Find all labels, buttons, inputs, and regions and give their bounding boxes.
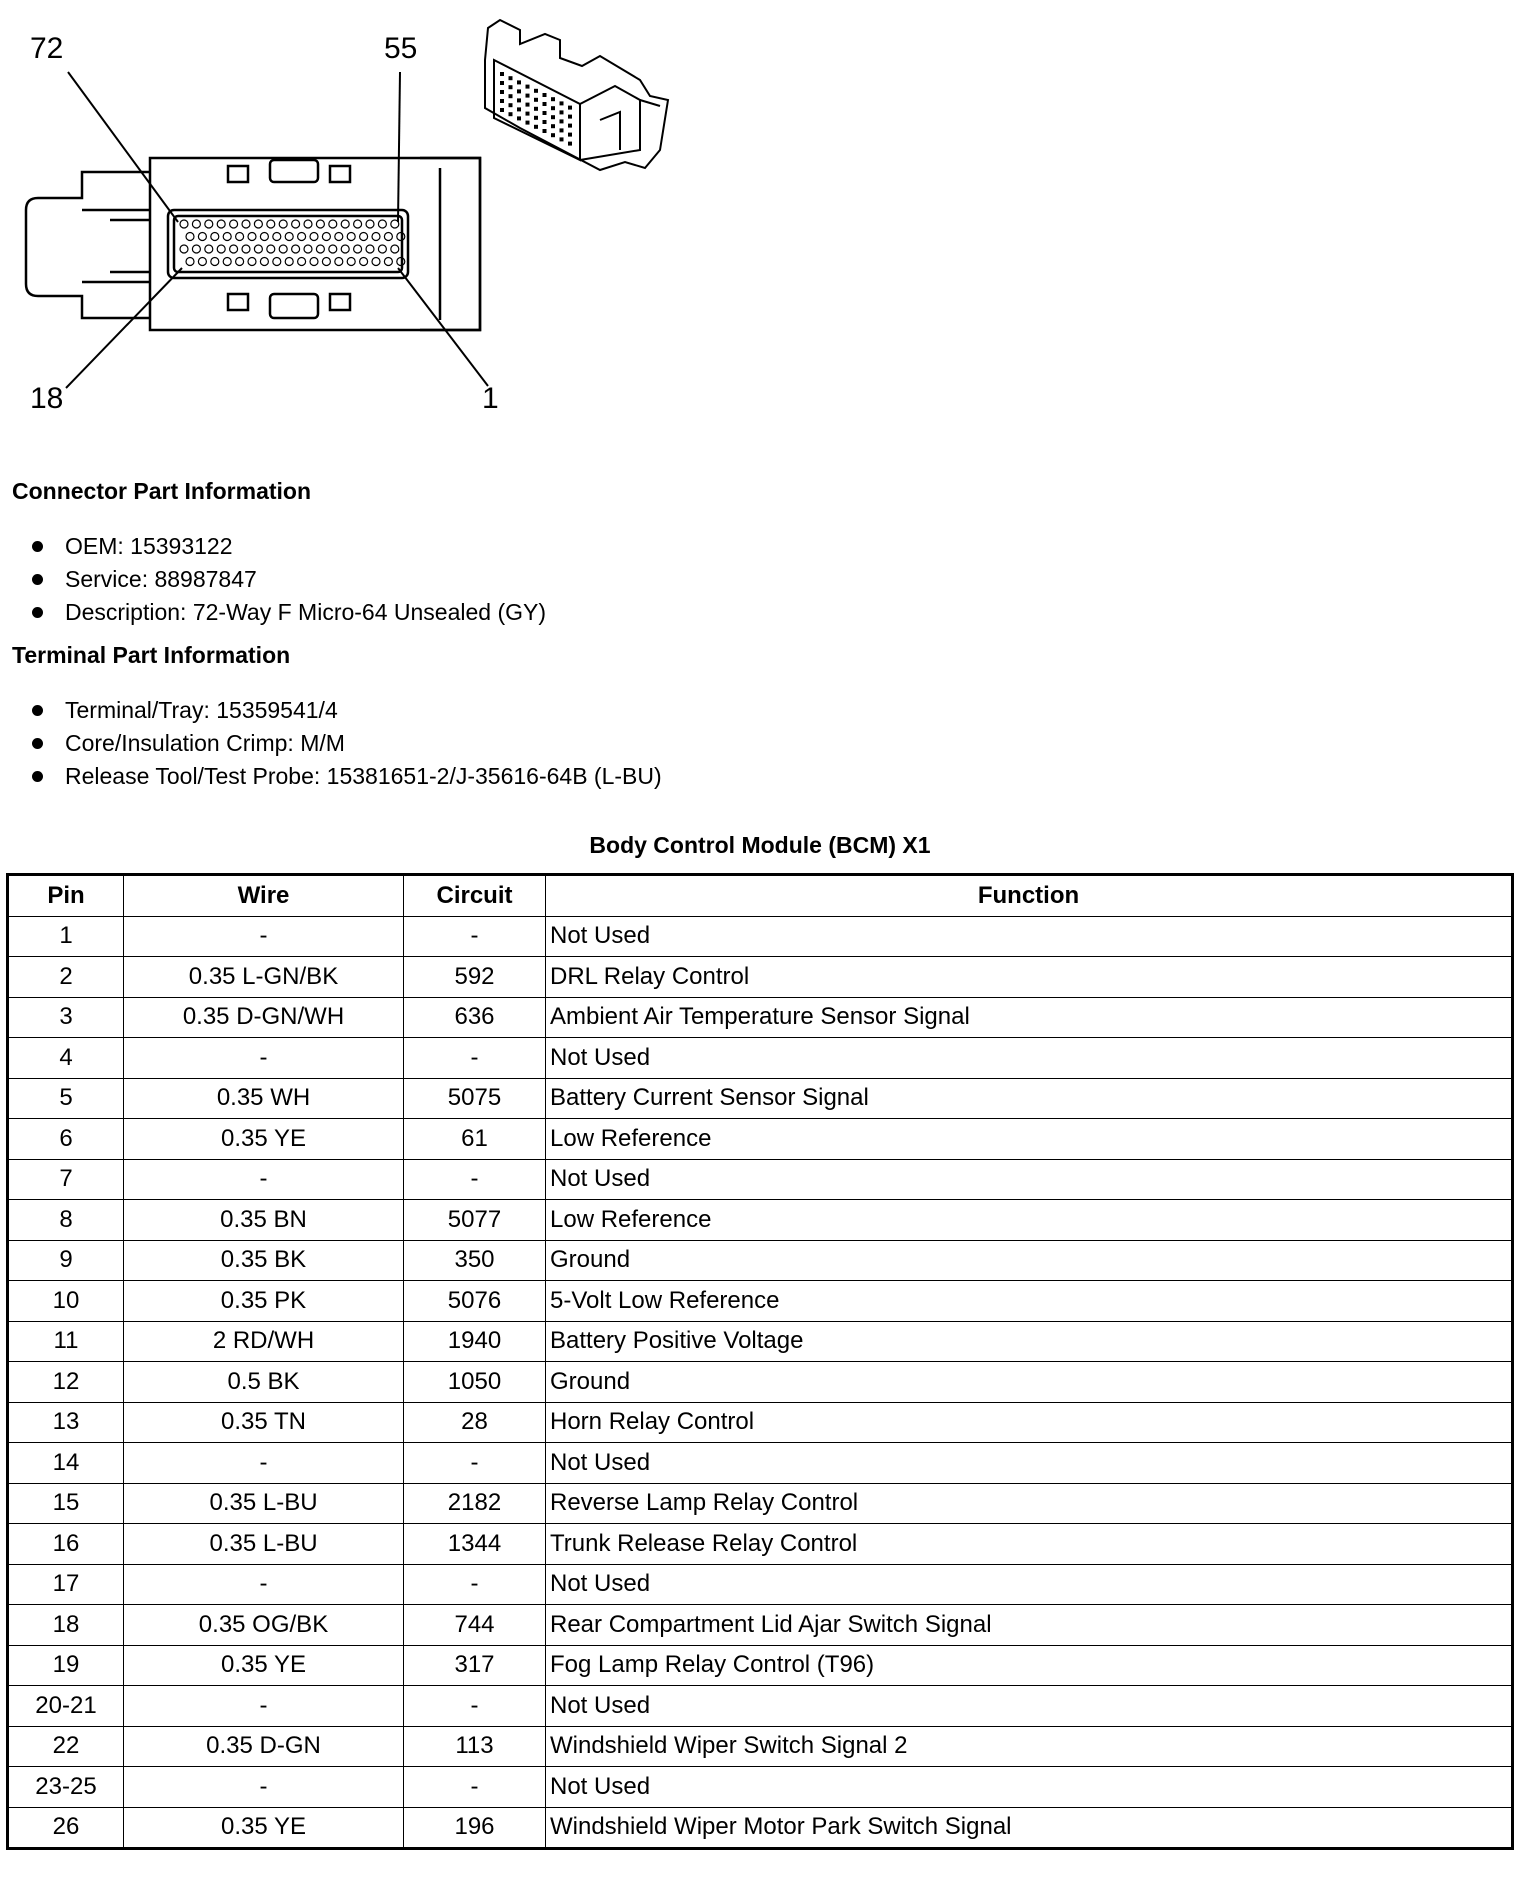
iso-pin-hole: [568, 115, 572, 119]
circuit-cell: -: [404, 916, 546, 957]
table-row: [8, 1564, 1513, 1605]
function-cell: Ground: [546, 1240, 1513, 1281]
pin-hole: [260, 258, 268, 266]
function-cell: Fog Lamp Relay Control (T96): [546, 1645, 1513, 1686]
pin-cell: 23-25: [8, 1767, 124, 1808]
pin-cell: 12: [8, 1362, 124, 1403]
pinout-table: [6, 873, 1514, 1850]
pin-cell: 11: [8, 1321, 124, 1362]
wire-cell: 0.35 YE: [124, 1807, 404, 1849]
pin-hole: [304, 245, 312, 253]
function-cell: Low Reference: [546, 1119, 1513, 1160]
circuit-cell: 61: [404, 1119, 546, 1160]
pin-hole: [236, 233, 244, 241]
iso-pin-hole: [551, 133, 555, 137]
function-cell: 5-Volt Low Reference: [546, 1281, 1513, 1322]
pin-hole: [192, 245, 200, 253]
table-row: [8, 1524, 1513, 1565]
list-item: [28, 727, 662, 760]
pin-hole: [267, 220, 275, 228]
list-item: [28, 563, 546, 596]
iso-pin-hole: [543, 129, 547, 133]
table-title: Body Control Module (BCM) X1: [589, 832, 931, 858]
header-pin: Pin: [8, 875, 124, 917]
pin-hole: [298, 233, 306, 241]
circuit-cell: -: [404, 1686, 546, 1727]
pin-hole: [198, 233, 206, 241]
circuit-cell: 636: [404, 997, 546, 1038]
iso-pin-hole: [534, 116, 538, 120]
iso-pin-hole: [560, 101, 564, 105]
iso-pin-hole: [517, 89, 521, 93]
circuit-cell: -: [404, 1038, 546, 1079]
pin-hole: [360, 258, 368, 266]
connector-info-title: Connector Part Information: [12, 478, 312, 504]
iso-pin-hole: [543, 111, 547, 115]
wire-cell: 0.35 YE: [124, 1645, 404, 1686]
pin-hole: [267, 245, 275, 253]
pin-hole: [329, 220, 337, 228]
iso-pin-hole: [560, 119, 564, 123]
iso-pin-hole: [526, 121, 530, 125]
iso-pin-hole: [517, 107, 521, 111]
iso-pin-hole: [534, 107, 538, 111]
iso-pin-hole: [517, 98, 521, 102]
pin-hole: [223, 258, 231, 266]
pin-cell: 4: [8, 1038, 124, 1079]
table-row: [8, 1159, 1513, 1200]
pin-cell: 20-21: [8, 1686, 124, 1727]
iso-pin-hole: [534, 89, 538, 93]
pin-cell: 5: [8, 1078, 124, 1119]
function-cell: Not Used: [546, 1564, 1513, 1605]
pin-hole: [366, 245, 374, 253]
function-cell: DRL Relay Control: [546, 957, 1513, 998]
pin-hole: [230, 220, 238, 228]
wire-cell: 0.35 D-GN: [124, 1726, 404, 1767]
pin-cell: 18: [8, 1605, 124, 1646]
pin-hole: [260, 233, 268, 241]
pin-label-55: 55: [384, 32, 418, 65]
pin-hole: [242, 220, 250, 228]
pin-hole: [310, 233, 318, 241]
connector-description: Description: 72-Way F Micro-64 Unsealed (GY): [65, 599, 547, 625]
pin-hole: [186, 233, 194, 241]
bullet-icon: [32, 738, 43, 749]
wire-cell: -: [124, 916, 404, 957]
pin-hole: [279, 220, 287, 228]
table-row: [8, 1038, 1513, 1079]
list-item: [28, 596, 546, 629]
pin-hole: [254, 245, 262, 253]
pin-hole: [223, 233, 231, 241]
pin-hole: [347, 258, 355, 266]
iso-pin-hole: [500, 81, 504, 85]
wire-cell: -: [124, 1767, 404, 1808]
wire-cell: 0.35 L-BU: [124, 1483, 404, 1524]
wire-cell: 0.35 D-GN/WH: [124, 997, 404, 1038]
pin-holes: [180, 220, 405, 266]
table-row: [8, 1807, 1513, 1849]
pin-hole: [316, 220, 324, 228]
pin-hole: [372, 233, 380, 241]
list-item: [28, 530, 546, 563]
pin-hole: [354, 245, 362, 253]
iso-pin-hole: [560, 128, 564, 132]
circuit-cell: 2182: [404, 1483, 546, 1524]
pin-label-18: 18: [30, 382, 64, 415]
iso-pin-hole: [560, 137, 564, 141]
iso-pin-hole: [551, 97, 555, 101]
function-cell: Horn Relay Control: [546, 1402, 1513, 1443]
terminal-tray: Terminal/Tray: 15359541/4: [65, 697, 338, 723]
pin-cell: 13: [8, 1402, 124, 1443]
function-cell: Windshield Wiper Motor Park Switch Signal: [546, 1807, 1513, 1849]
wire-cell: 0.35 L-GN/BK: [124, 957, 404, 998]
bullet-icon: [32, 771, 43, 782]
table-row: [8, 1483, 1513, 1524]
pin-hole: [298, 258, 306, 266]
pin-hole: [192, 220, 200, 228]
pin-cell: 10: [8, 1281, 124, 1322]
pin-hole: [273, 258, 281, 266]
isometric-pin-grid: [500, 72, 572, 146]
iso-pin-hole: [500, 99, 504, 103]
pin-cell: 8: [8, 1200, 124, 1241]
wire-cell: -: [124, 1443, 404, 1484]
circuit-cell: 1050: [404, 1362, 546, 1403]
pin-hole: [384, 258, 392, 266]
pin-hole: [372, 258, 380, 266]
table-row: [8, 1726, 1513, 1767]
list-item: [28, 760, 662, 793]
pin-cell: 7: [8, 1159, 124, 1200]
pin-hole: [254, 220, 262, 228]
pin-hole: [205, 220, 213, 228]
wire-cell: 0.35 L-BU: [124, 1524, 404, 1565]
pin-hole: [310, 258, 318, 266]
list-item: [28, 694, 662, 727]
iso-pin-hole: [526, 94, 530, 98]
iso-pin-hole: [526, 85, 530, 89]
pin-hole: [316, 245, 324, 253]
iso-pin-hole: [509, 76, 513, 80]
iso-pin-hole: [568, 124, 572, 128]
pin-hole: [217, 220, 225, 228]
table-row: [8, 1119, 1513, 1160]
function-cell: Not Used: [546, 1767, 1513, 1808]
table-row: [8, 916, 1513, 957]
table-row: [8, 1321, 1513, 1362]
function-cell: Ground: [546, 1362, 1513, 1403]
table-row: [8, 997, 1513, 1038]
iso-pin-hole: [500, 72, 504, 76]
circuit-cell: 317: [404, 1645, 546, 1686]
pin-hole: [186, 258, 194, 266]
function-cell: Not Used: [546, 1686, 1513, 1727]
pin-hole: [217, 245, 225, 253]
function-cell: Rear Compartment Lid Ajar Switch Signal: [546, 1605, 1513, 1646]
function-cell: Not Used: [546, 1443, 1513, 1484]
pin-hole: [322, 233, 330, 241]
function-cell: Low Reference: [546, 1200, 1513, 1241]
pin-cell: 22: [8, 1726, 124, 1767]
wire-cell: 0.35 BK: [124, 1240, 404, 1281]
iso-pin-hole: [509, 112, 513, 116]
pin-cell: 9: [8, 1240, 124, 1281]
iso-pin-hole: [551, 115, 555, 119]
pin-hole: [292, 220, 300, 228]
connector-face-drawing: [0, 0, 720, 440]
table-row: [8, 1645, 1513, 1686]
table-row: [8, 1402, 1513, 1443]
function-cell: Reverse Lamp Relay Control: [546, 1483, 1513, 1524]
pin-hole: [236, 258, 244, 266]
iso-pin-hole: [551, 124, 555, 128]
table-row: [8, 1240, 1513, 1281]
header-circuit: Circuit: [404, 875, 546, 917]
header-function: Function: [546, 875, 1513, 917]
circuit-cell: -: [404, 1159, 546, 1200]
pin-hole: [341, 220, 349, 228]
terminal-info-title: Terminal Part Information: [12, 642, 291, 668]
wire-cell: 0.35 BN: [124, 1200, 404, 1241]
pin-hole: [285, 258, 293, 266]
wire-cell: -: [124, 1564, 404, 1605]
connector-service: Service: 88987847: [65, 566, 257, 592]
circuit-cell: 1940: [404, 1321, 546, 1362]
bullet-icon: [32, 607, 43, 618]
table-row: [8, 1281, 1513, 1322]
function-cell: Not Used: [546, 916, 1513, 957]
table-row: [8, 1362, 1513, 1403]
pin-cell: 17: [8, 1564, 124, 1605]
pin-cell: 19: [8, 1645, 124, 1686]
wire-cell: 0.35 YE: [124, 1119, 404, 1160]
terminal-release-tool: Release Tool/Test Probe: 15381651-2/J-35616-64B (L-BU): [65, 763, 662, 789]
iso-pin-hole: [534, 125, 538, 129]
table-row: [8, 1443, 1513, 1484]
wire-cell: 0.35 WH: [124, 1078, 404, 1119]
iso-pin-hole: [526, 103, 530, 107]
iso-pin-hole: [500, 90, 504, 94]
wire-cell: -: [124, 1686, 404, 1727]
pin-hole: [391, 245, 399, 253]
wire-cell: 2 RD/WH: [124, 1321, 404, 1362]
pin-hole: [341, 245, 349, 253]
iso-pin-hole: [517, 116, 521, 120]
terminal-info-list: [28, 694, 662, 793]
function-cell: Not Used: [546, 1159, 1513, 1200]
circuit-cell: 5077: [404, 1200, 546, 1241]
function-cell: Ambient Air Temperature Sensor Signal: [546, 997, 1513, 1038]
pin-hole: [378, 220, 386, 228]
pin-hole: [211, 258, 219, 266]
pin-cell: 16: [8, 1524, 124, 1565]
connector-info-list: [28, 530, 546, 629]
circuit-cell: -: [404, 1564, 546, 1605]
circuit-cell: 196: [404, 1807, 546, 1849]
pin-hole: [322, 258, 330, 266]
iso-pin-hole: [526, 112, 530, 116]
table-row: [8, 1767, 1513, 1808]
pin-hole: [347, 233, 355, 241]
iso-pin-hole: [534, 98, 538, 102]
pin-hole: [292, 245, 300, 253]
iso-pin-hole: [560, 110, 564, 114]
circuit-cell: 28: [404, 1402, 546, 1443]
wire-cell: -: [124, 1038, 404, 1079]
pin-cell: 3: [8, 997, 124, 1038]
iso-pin-hole: [551, 106, 555, 110]
pin-hole: [230, 245, 238, 253]
pin-hole: [354, 220, 362, 228]
connector-body-outline: [150, 158, 480, 330]
function-cell: Not Used: [546, 1038, 1513, 1079]
table-row: [8, 957, 1513, 998]
iso-pin-hole: [568, 106, 572, 110]
iso-pin-hole: [509, 94, 513, 98]
iso-pin-hole: [517, 80, 521, 84]
pin-hole: [329, 245, 337, 253]
iso-pin-hole: [543, 102, 547, 106]
circuit-cell: 592: [404, 957, 546, 998]
pin-hole: [242, 245, 250, 253]
function-cell: Windshield Wiper Switch Signal 2: [546, 1726, 1513, 1767]
pin-hole: [384, 233, 392, 241]
circuit-cell: 744: [404, 1605, 546, 1646]
pin-label-1: 1: [482, 382, 499, 415]
terminal-crimp: Core/Insulation Crimp: M/M: [65, 730, 345, 756]
pin-cell: 1: [8, 916, 124, 957]
iso-pin-hole: [543, 93, 547, 97]
table-header-row: [8, 875, 1513, 917]
function-cell: Trunk Release Relay Control: [546, 1524, 1513, 1565]
table-row: [8, 1078, 1513, 1119]
iso-pin-hole: [543, 120, 547, 124]
bullet-icon: [32, 574, 43, 585]
wire-cell: -: [124, 1159, 404, 1200]
pin-hole: [279, 245, 287, 253]
iso-pin-hole: [568, 142, 572, 146]
circuit-cell: -: [404, 1767, 546, 1808]
iso-pin-hole: [509, 103, 513, 107]
pin-hole: [248, 233, 256, 241]
pin-cell: 26: [8, 1807, 124, 1849]
pin-hole: [304, 220, 312, 228]
header-wire: Wire: [124, 875, 404, 917]
pin-hole: [211, 233, 219, 241]
table-row: [8, 1605, 1513, 1646]
function-cell: Battery Current Sensor Signal: [546, 1078, 1513, 1119]
connector-diagram: [0, 0, 720, 440]
iso-pin-hole: [500, 108, 504, 112]
pin-hole: [180, 245, 188, 253]
iso-pin-hole: [509, 85, 513, 89]
table-row: [8, 1200, 1513, 1241]
pin-hole: [285, 233, 293, 241]
pin-hole: [360, 233, 368, 241]
pin-cell: 14: [8, 1443, 124, 1484]
table-row: [8, 1686, 1513, 1727]
pin-cell: 6: [8, 1119, 124, 1160]
pin-hole: [273, 233, 281, 241]
circuit-cell: 5075: [404, 1078, 546, 1119]
circuit-cell: 1344: [404, 1524, 546, 1565]
circuit-cell: 5076: [404, 1281, 546, 1322]
bullet-icon: [32, 705, 43, 716]
function-cell: Battery Positive Voltage: [546, 1321, 1513, 1362]
pin-hole: [180, 220, 188, 228]
circuit-cell: 350: [404, 1240, 546, 1281]
pin-hole: [378, 245, 386, 253]
pin-hole: [335, 233, 343, 241]
pin-hole: [198, 258, 206, 266]
circuit-cell: -: [404, 1443, 546, 1484]
connector-oem: OEM: 15393122: [65, 533, 233, 559]
pin-hole: [335, 258, 343, 266]
pin-cell: 15: [8, 1483, 124, 1524]
pin-cell: 2: [8, 957, 124, 998]
wire-cell: 0.5 BK: [124, 1362, 404, 1403]
pin-hole: [366, 220, 374, 228]
pin-hole: [248, 258, 256, 266]
iso-pin-hole: [568, 133, 572, 137]
circuit-cell: 113: [404, 1726, 546, 1767]
pin-label-72: 72: [30, 32, 64, 65]
bullet-icon: [32, 541, 43, 552]
wire-cell: 0.35 TN: [124, 1402, 404, 1443]
wire-cell: 0.35 PK: [124, 1281, 404, 1322]
wire-cell: 0.35 OG/BK: [124, 1605, 404, 1646]
pin-hole: [205, 245, 213, 253]
